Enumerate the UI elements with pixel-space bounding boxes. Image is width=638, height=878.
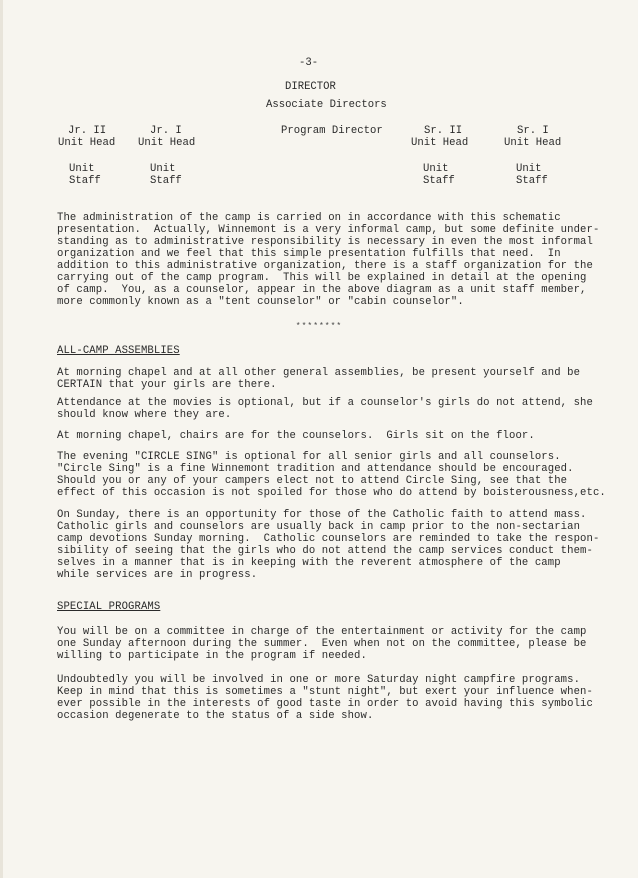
- sr-i-staff: Staff: [516, 175, 548, 187]
- intro-line: more commonly known as a "tent counselor" or "cabin counselor".: [57, 296, 464, 308]
- section-separator: ********: [295, 322, 343, 331]
- special-p1-line: willing to participate in the program if needed.: [57, 650, 367, 662]
- intro-line: carrying out of the camp program. This will be explained in detail at the opening: [57, 272, 587, 284]
- jr-ii-staff: Staff: [69, 175, 101, 187]
- all-camp-heading: ALL-CAMP ASSEMBLIES: [57, 345, 180, 357]
- page-number: -3-: [299, 57, 319, 69]
- all-camp-p4-line: effect of this occasion is not spoiled for those who do attend by boisterousness,etc.: [57, 487, 606, 499]
- sr-ii-staff: Staff: [423, 175, 455, 187]
- all-camp-p5-line: camp devotions Sunday morning. Catholic counselors are reminded to take the respon-: [57, 533, 600, 545]
- all-camp-p4-line: "Circle Sing" is a fine Winnemont tradition and attendance should be encouraged.: [57, 463, 574, 475]
- jr-i-label: Jr. I: [150, 125, 182, 137]
- jr-i-unit: Unit: [150, 163, 176, 175]
- special-p2-line: occasion degenerate to the status of a side show.: [57, 710, 374, 722]
- intro-line: addition to this administrative organization, there is a staff organization for the: [57, 260, 593, 272]
- sr-ii-unit-head: Unit Head: [411, 137, 469, 149]
- sr-i-unit-head: Unit Head: [504, 137, 562, 149]
- special-p2-line: ever possible in the interests of good taste in order to avoid having this symbolic: [57, 698, 593, 710]
- all-camp-p2-line: should know where they are.: [57, 409, 232, 421]
- special-p1-line: You will be on a committee in charge of the entertainment or activity for the camp: [57, 626, 587, 638]
- jr-ii-unit: Unit: [69, 163, 95, 175]
- sr-i-unit: Unit: [516, 163, 542, 175]
- sr-ii-unit: Unit: [423, 163, 449, 175]
- all-camp-p2-line: Attendance at the movies is optional, but if a counselor's girls do not attend, she: [57, 397, 593, 409]
- all-camp-p4-line: Should you or any of your campers elect not to attend Circle Sing, see that the: [57, 475, 568, 487]
- intro-line: organization and we feel that this simple presentation fulfills that need. In: [57, 248, 561, 260]
- special-p2-line: Undoubtedly you will be involved in one or more Saturday night campfire programs.: [57, 674, 581, 686]
- intro-line: presentation. Actually, Winnemont is a very informal camp, but some definite under-: [57, 224, 600, 236]
- all-camp-p5-line: sibility of seeing that the girls who do not attend the camp services conduct them-: [57, 545, 593, 557]
- all-camp-p5-line: while services are in progress.: [57, 569, 258, 581]
- intro-line: of camp. You, as a counselor, appear in the above diagram as a unit staff member,: [57, 284, 587, 296]
- all-camp-p3-line: At morning chapel, chairs are for the counselors. Girls sit on the floor.: [57, 430, 535, 442]
- special-p1-line: one Sunday afternoon during the summer. Even when not on the committee, please be: [57, 638, 587, 650]
- associate-directors-title: Associate Directors: [266, 99, 387, 111]
- all-camp-p5-line: On Sunday, there is an opportunity for those of the Catholic faith to attend mass.: [57, 509, 587, 521]
- sr-ii-label: Sr. II: [424, 125, 463, 137]
- sr-i-label: Sr. I: [517, 125, 549, 137]
- all-camp-p1-line: At morning chapel and at all other general assemblies, be present yourself and be: [57, 367, 581, 379]
- intro-line: The administration of the camp is carried on in accordance with this schematic: [57, 212, 561, 224]
- program-director-label: Program Director: [281, 125, 383, 137]
- jr-i-unit-head: Unit Head: [138, 137, 196, 149]
- intro-line: standing as to administrative responsibility is necessary in even the most informal: [57, 236, 593, 248]
- all-camp-p5-line: selves in a manner that is in keeping with the reverent atmosphere of the camp: [57, 557, 561, 569]
- jr-i-staff: Staff: [150, 175, 182, 187]
- all-camp-p1-line: CERTAIN that your girls are there.: [57, 379, 277, 391]
- all-camp-p5-line: Catholic girls and counselors are usually back in camp prior to the non-sectarian: [57, 521, 581, 533]
- director-title: DIRECTOR: [285, 81, 336, 93]
- special-programs-heading: SPECIAL PROGRAMS: [57, 601, 161, 613]
- jr-ii-unit-head: Unit Head: [58, 137, 116, 149]
- page-edge-shadow: [0, 0, 3, 878]
- jr-ii-label: Jr. II: [68, 125, 107, 137]
- all-camp-p4-line: The evening "CIRCLE SING" is optional for all senior girls and all counselors.: [57, 451, 561, 463]
- special-p2-line: Keep in mind that this is sometimes a "stunt night", but exert your influence when-: [57, 686, 593, 698]
